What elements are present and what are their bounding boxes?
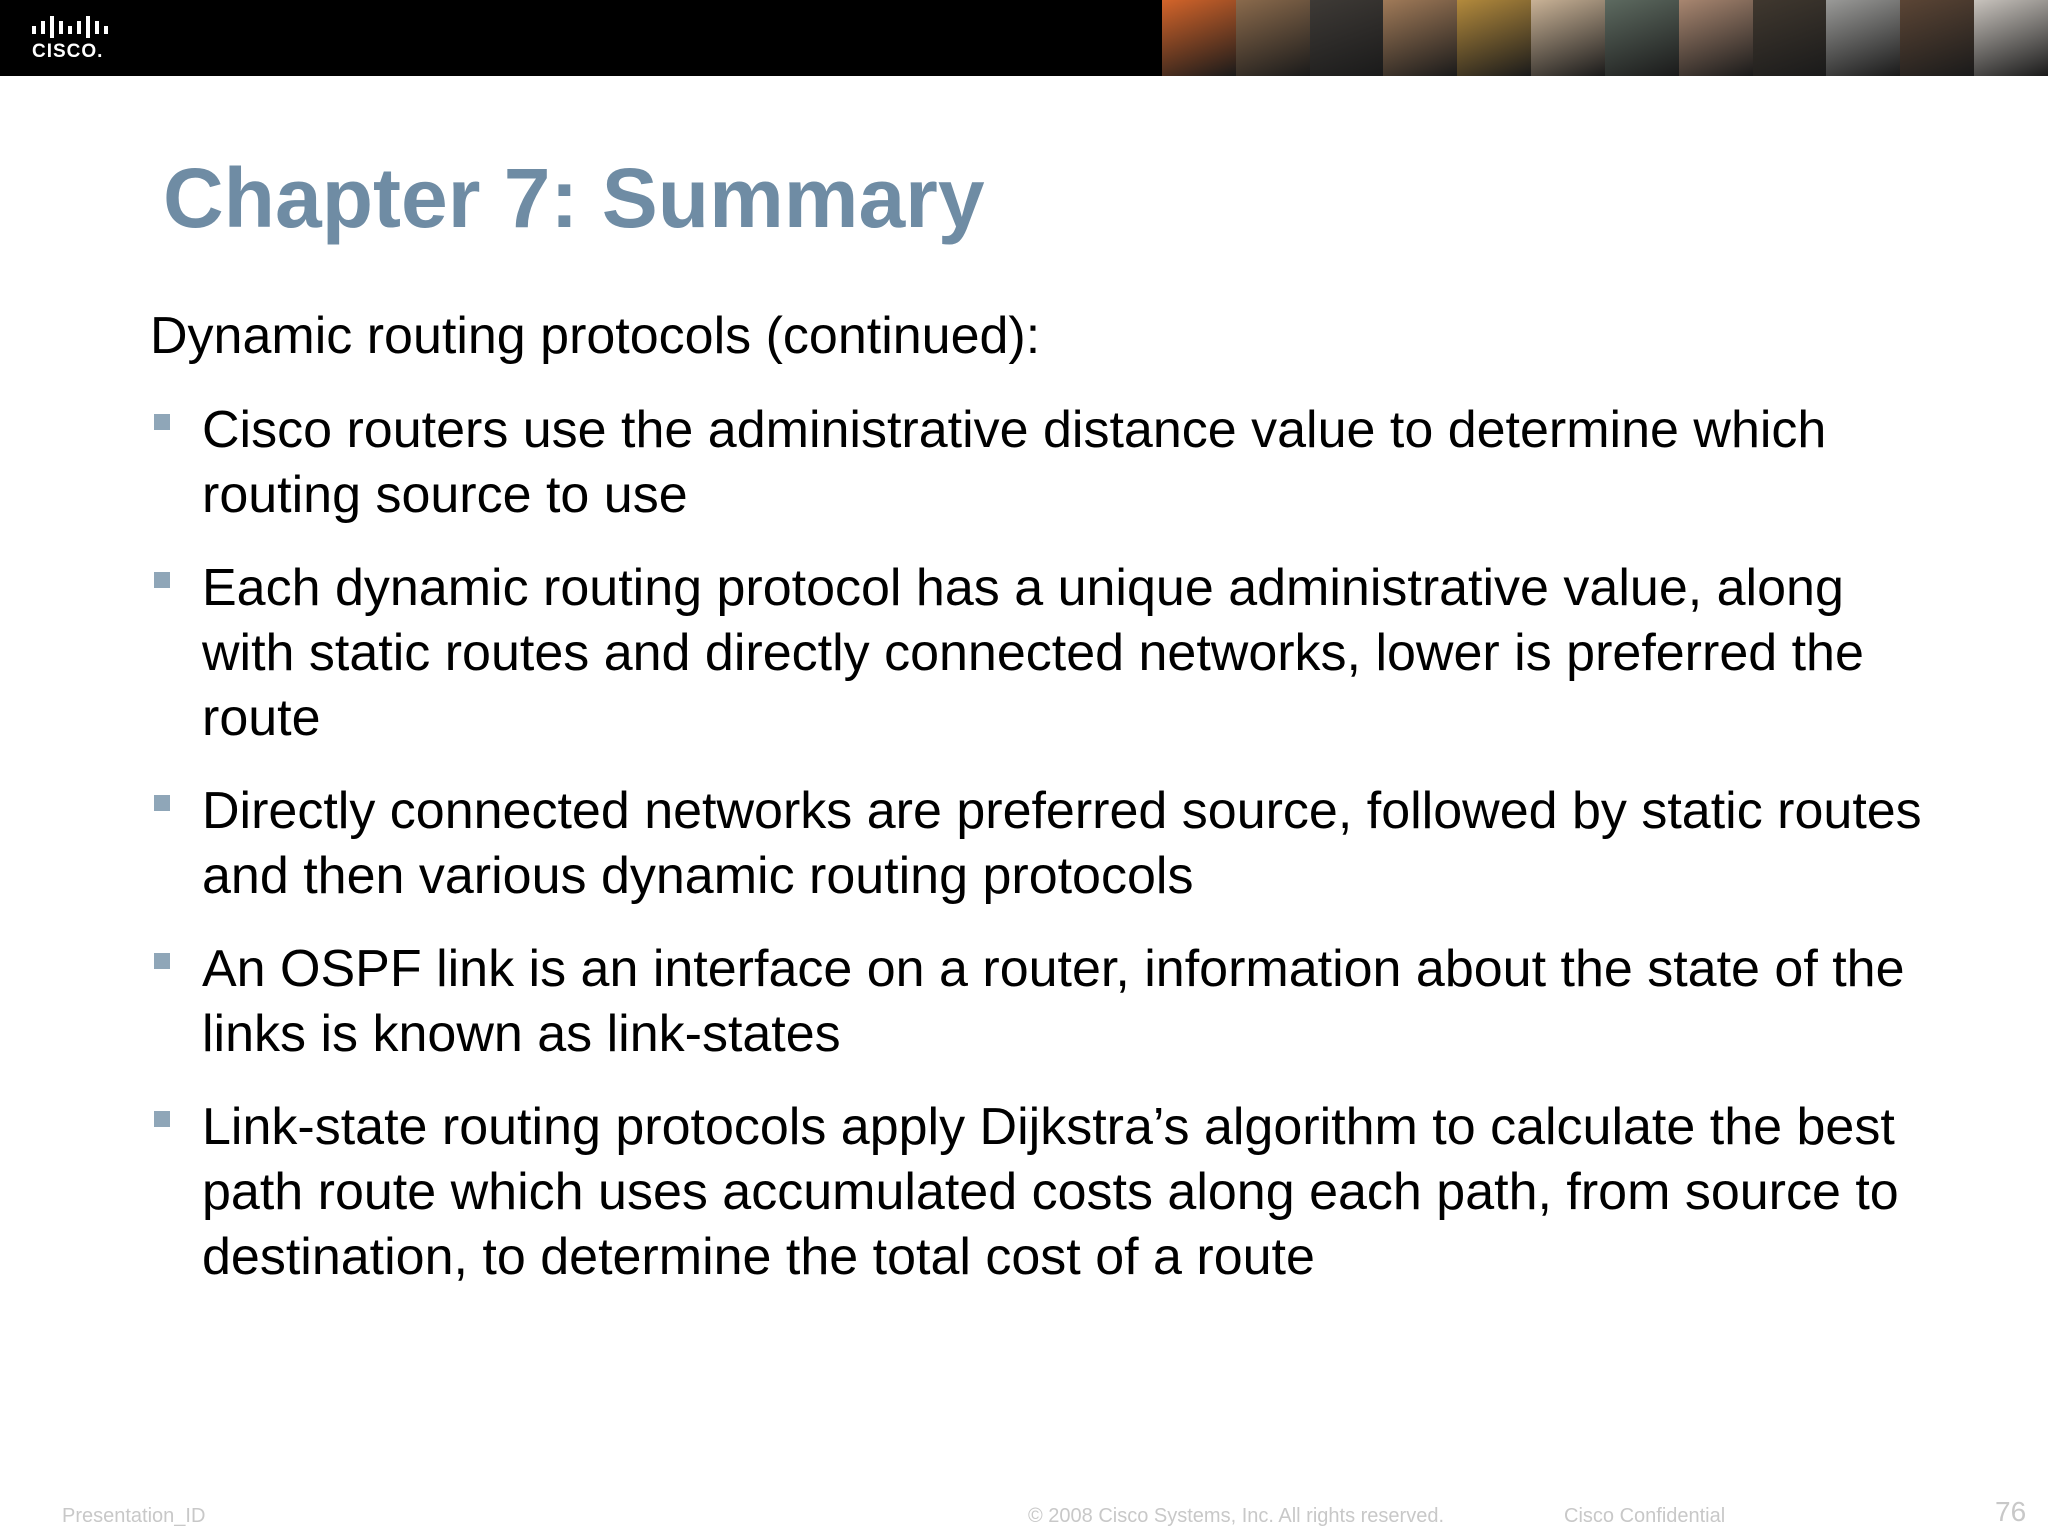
header-photo-tile — [1162, 0, 1236, 76]
bullet-text: Link-state routing protocols apply Dijkstra’s algorithm to calculate the best path route which uses accumulated costs along each path, from source to destination, to determine the total cost of a route — [202, 1098, 1899, 1286]
header-photo-tile — [1826, 0, 1900, 76]
square-bullet-icon — [154, 572, 170, 588]
footer-page-number: 76 — [1995, 1496, 2027, 1527]
bullet-text: Directly connected networks are preferred source, followed by static routes and then various dynamic routing protocols — [202, 782, 1922, 905]
header-photo-tile — [1679, 0, 1753, 76]
bullet-item — [150, 556, 1950, 751]
header-photo-strip — [1162, 0, 2048, 76]
bullet-text: An OSPF link is an interface on a router, information about the state of the links is known as link-states — [202, 940, 1905, 1063]
slide-intro: Dynamic routing protocols (continued): — [150, 307, 1041, 365]
square-bullet-icon — [154, 953, 170, 969]
header-photo-tile — [1900, 0, 1974, 76]
square-bullet-icon — [154, 1111, 170, 1127]
bullet-item — [150, 1095, 1950, 1290]
footer-copyright: © 2008 Cisco Systems, Inc. All rights reserved. — [1028, 1505, 1445, 1527]
footer-presentation-id: Presentation_ID — [62, 1505, 206, 1527]
header-photo-tile — [1531, 0, 1605, 76]
header-photo-tile — [1974, 0, 2048, 76]
header-photo-tile — [1457, 0, 1531, 76]
footer-confidential: Cisco Confidential — [1564, 1505, 1726, 1527]
header-photo-tile — [1236, 0, 1310, 76]
cisco-logo — [30, 14, 120, 64]
header-bar — [0, 0, 2048, 76]
bullet-text: Cisco routers use the administrative distance value to determine which routing source to use — [202, 401, 1827, 524]
bullet-item — [150, 937, 1950, 1067]
bullet-text: Each dynamic routing protocol has a unique administrative value, along with static routes and directly connected networks, lower is preferred the route — [202, 559, 1864, 747]
square-bullet-icon — [154, 414, 170, 430]
cisco-bridge-logo-icon — [30, 14, 114, 40]
bullet-item — [150, 398, 1950, 528]
header-photo-tile — [1605, 0, 1679, 76]
bullet-item — [150, 779, 1950, 909]
header-photo-tile — [1383, 0, 1457, 76]
header-photo-tile — [1753, 0, 1827, 76]
header-photo-tile — [1310, 0, 1384, 76]
bullet-list — [150, 398, 1950, 1318]
slide-title: Chapter 7: Summary — [163, 151, 985, 245]
cisco-logo-text: CISCO. — [32, 41, 104, 62]
square-bullet-icon — [154, 795, 170, 811]
